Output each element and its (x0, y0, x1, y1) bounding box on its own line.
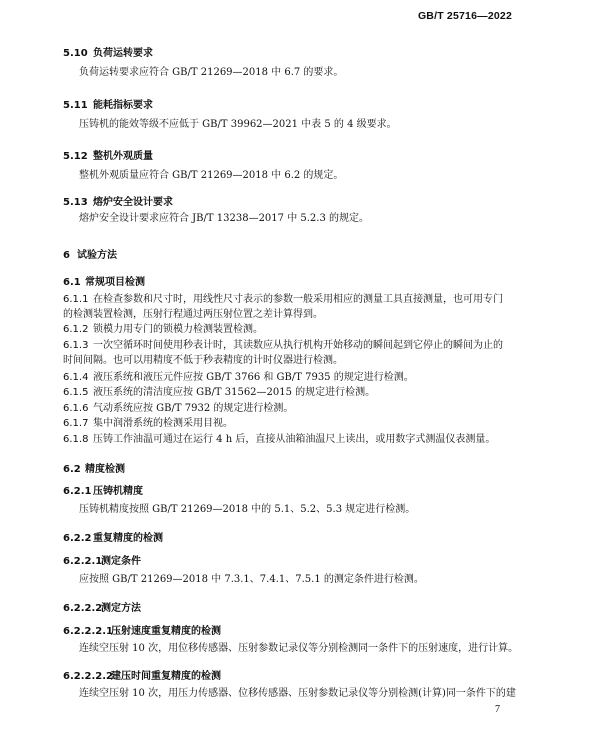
clause-6-1-2 (63, 322, 516, 338)
section-title: 精度检测 (85, 464, 125, 475)
section-title: 试验方法 (77, 250, 117, 261)
section-title: 测定条件 (101, 556, 141, 567)
clause-text: 在检查参数和尺寸时，用线性尺寸表示的参数一般采用相应的测量工具直接测量，也可用专门 (93, 294, 503, 305)
section-title: 能耗指标要求 (93, 100, 153, 111)
section-heading-5-12 (63, 147, 153, 162)
clause-6-1-4 (63, 370, 516, 386)
clause-6-1-6 (63, 401, 516, 417)
section-heading-6-2 (63, 460, 125, 475)
section-heading-6-2-1 (63, 482, 143, 497)
clause-text: 液压系统和液压元件应按 GB/T 3766 和 GB/T 7935 的规定进行检测。 (93, 372, 414, 383)
section-heading-6-2-2-2 (63, 599, 141, 614)
section-number: 6.2.2.1 (63, 556, 103, 567)
section-heading-5-10 (63, 44, 153, 59)
clause-text: 锁模力用专门的锁模力检测装置检测。 (93, 324, 263, 335)
section-title: 常规项目检测 (85, 277, 145, 288)
section-number: 6.2.2.2.2 (63, 671, 113, 682)
section-heading-6-2-2-2-2 (63, 667, 221, 682)
clause-number: 6.1.5 (63, 387, 89, 398)
section-body-6-2-2-2-1: 连续空压射 10 次，用位移传感器、压射参数记录仪等分别检测同一条件下的压射速度，进行计算。 (79, 643, 519, 654)
section-number: 6 (63, 250, 70, 261)
clause-number: 6.1.4 (63, 372, 89, 383)
clause-6-1-8 (63, 432, 516, 448)
section-body-5-11: 压铸机的能效等级不应低于 GB/T 39962—2021 中表 5 的 4 级要求。 (79, 119, 397, 130)
section-title: 熔炉安全设计要求 (93, 197, 173, 208)
clause-text: 一次空循环时间使用秒表计时，其读数应从执行机构开始移动的瞬间起到它停止的瞬间为止的 (93, 340, 503, 351)
section-number: 6.2.2 (63, 533, 92, 544)
clause-6-1-7 (63, 416, 516, 432)
clause-text: 气动系统应按 GB/T 7932 的规定进行检测。 (93, 403, 294, 414)
section-number: 5.10 (63, 48, 88, 59)
section-number: 5.11 (63, 100, 88, 111)
section-body-5-13: 熔炉安全设计要求应符合 JB/T 13238—2017 中 5.2.3 的规定。 (79, 213, 369, 224)
section-number: 6.1 (63, 277, 81, 288)
section-heading-6-2-2 (63, 529, 163, 544)
section-body-6-2-2-1: 应按照 GB/T 21269—2018 中 7.3.1、7.4.1、7.5.1 的测定条件进行检测。 (79, 574, 424, 585)
section-heading-6-1 (63, 273, 145, 288)
section-body-6-2-1: 压铸机精度按照 GB/T 21269—2018 中的 5.1、5.2、5.3 规定进行检测。 (79, 504, 416, 515)
section-title: 重复精度的检测 (93, 533, 163, 544)
clause-6-1-1-cont: 的检测装置检测，压射行程通过两压射位置之差计算得到。 (63, 309, 323, 320)
clause-6-1-1 (63, 292, 516, 308)
section-number: 6.2.2.2 (63, 603, 103, 614)
section-heading-6-2-2-1 (63, 552, 141, 567)
clause-text: 集中润滑系统的检测采用目视。 (93, 418, 233, 429)
section-title: 建压时间重复精度的检测 (111, 671, 221, 682)
section-heading-5-11 (63, 96, 153, 111)
clause-text: 液压系统的清洁度应按 GB/T 31562—2015 的规定进行检测。 (93, 387, 376, 398)
section-title: 压铸机精度 (93, 486, 143, 497)
clause-6-1-3-cont: 时间间隔。也可以用精度不低于秒表精度的计时仪器进行检测。 (63, 355, 343, 366)
page-number: 7 (495, 704, 500, 715)
section-heading-6-2-2-2-1 (63, 622, 221, 637)
section-title: 测定方法 (101, 603, 141, 614)
clause-number: 6.1.7 (63, 418, 89, 429)
standard-code: GB/T 25716—2022 (417, 10, 512, 22)
clause-text: 压铸工作油温可通过在运行 4 h 后，直接从油箱油温尺上读出，或用数字式测温仪表测量。 (93, 434, 496, 445)
section-body-5-12: 整机外观质量应符合 GB/T 21269—2018 中 6.2 的规定。 (79, 170, 344, 181)
section-heading-5-13 (63, 193, 173, 208)
clause-number: 6.1.6 (63, 403, 89, 414)
clause-number: 6.1.1 (63, 294, 89, 305)
clause-number: 6.1.3 (63, 340, 89, 351)
section-title: 压射速度重复精度的检测 (111, 626, 221, 637)
section-number: 5.12 (63, 151, 88, 162)
section-number: 6.2.1 (63, 486, 92, 497)
section-title: 整机外观质量 (93, 151, 153, 162)
section-number: 5.13 (63, 197, 88, 208)
clause-6-1-5 (63, 385, 516, 401)
section-number: 6.2.2.2.1 (63, 626, 113, 637)
clause-6-1-3 (63, 338, 516, 354)
clause-number: 6.1.2 (63, 324, 89, 335)
clause-number: 6.1.8 (63, 434, 89, 445)
section-body-5-10: 负荷运转要求应符合 GB/T 21269—2018 中 6.7 的要求。 (79, 67, 344, 78)
section-body-6-2-2-2-2: 连续空压射 10 次，用压力传感器、位移传感器、压射参数记录仪等分别检测(计算)同一条件下的建 (79, 688, 516, 699)
chapter-heading-6 (63, 246, 117, 261)
section-number: 6.2 (63, 464, 81, 475)
section-title: 负荷运转要求 (93, 48, 153, 59)
